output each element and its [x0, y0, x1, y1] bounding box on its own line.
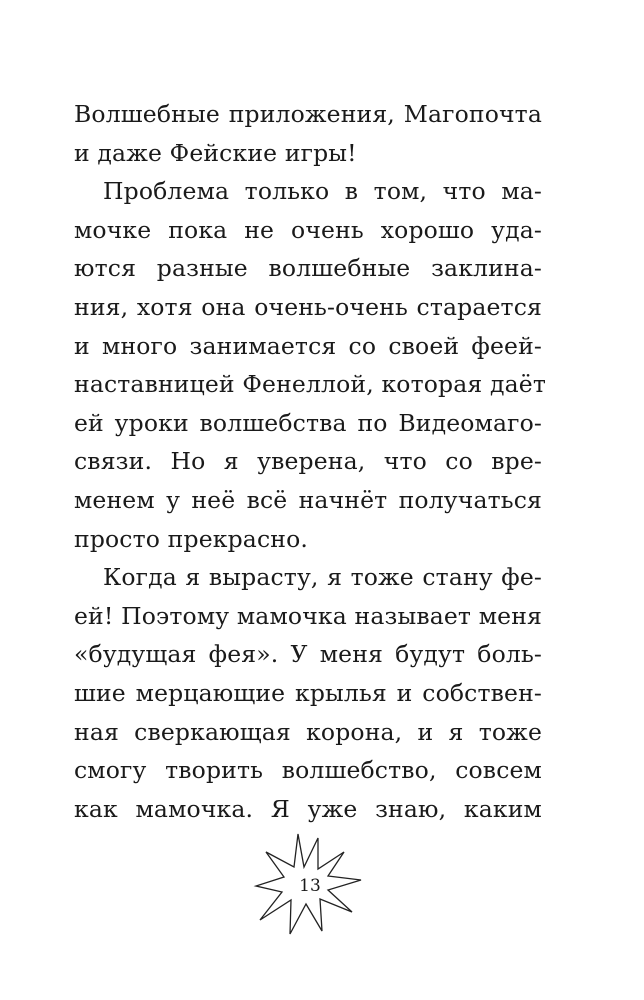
- text-line: Когда я вырасту, я тоже стану фе-: [103, 563, 542, 592]
- page-number-badge: [252, 830, 364, 938]
- text-line: смогу творить волшебство, совсем: [74, 756, 542, 785]
- text-line: просто прекрасно.: [74, 524, 308, 553]
- text-line: как мамочка. Я уже знаю, каким: [74, 794, 542, 823]
- page-number: 13: [299, 875, 321, 896]
- text-line: Волшебные приложения, Магопочта: [74, 100, 542, 128]
- text-line: ния, хотя она очень-очень старается: [74, 292, 542, 321]
- text-line: и много занимается со своей феей-: [74, 331, 542, 360]
- text-line: наставницей Фенеллой, которая даёт: [74, 370, 546, 399]
- text-line: шие мерцающие крылья и собствен-: [74, 678, 542, 707]
- text-line: ей уроки волшебства по Видеомаго-: [74, 408, 542, 437]
- text-line: менем у неё всё начнёт получаться: [74, 485, 542, 514]
- text-line: ются разные волшебные заклина-: [74, 254, 542, 283]
- text-line: мочке пока не очень хорошо уда-: [74, 215, 542, 244]
- text-line: ная сверкающая корона, и я тоже: [74, 717, 542, 746]
- text-line: связи. Но я уверена, что со вре-: [74, 447, 542, 476]
- text-line: и даже Фейские игры!: [74, 138, 357, 167]
- text-line: Проблема только в том, что ма-: [103, 177, 542, 206]
- text-line: ей! Поэтому мамочка называет меня: [74, 601, 542, 630]
- body-text: [74, 95, 546, 828]
- text-line: «будущая фея». У меня будут боль-: [74, 640, 542, 669]
